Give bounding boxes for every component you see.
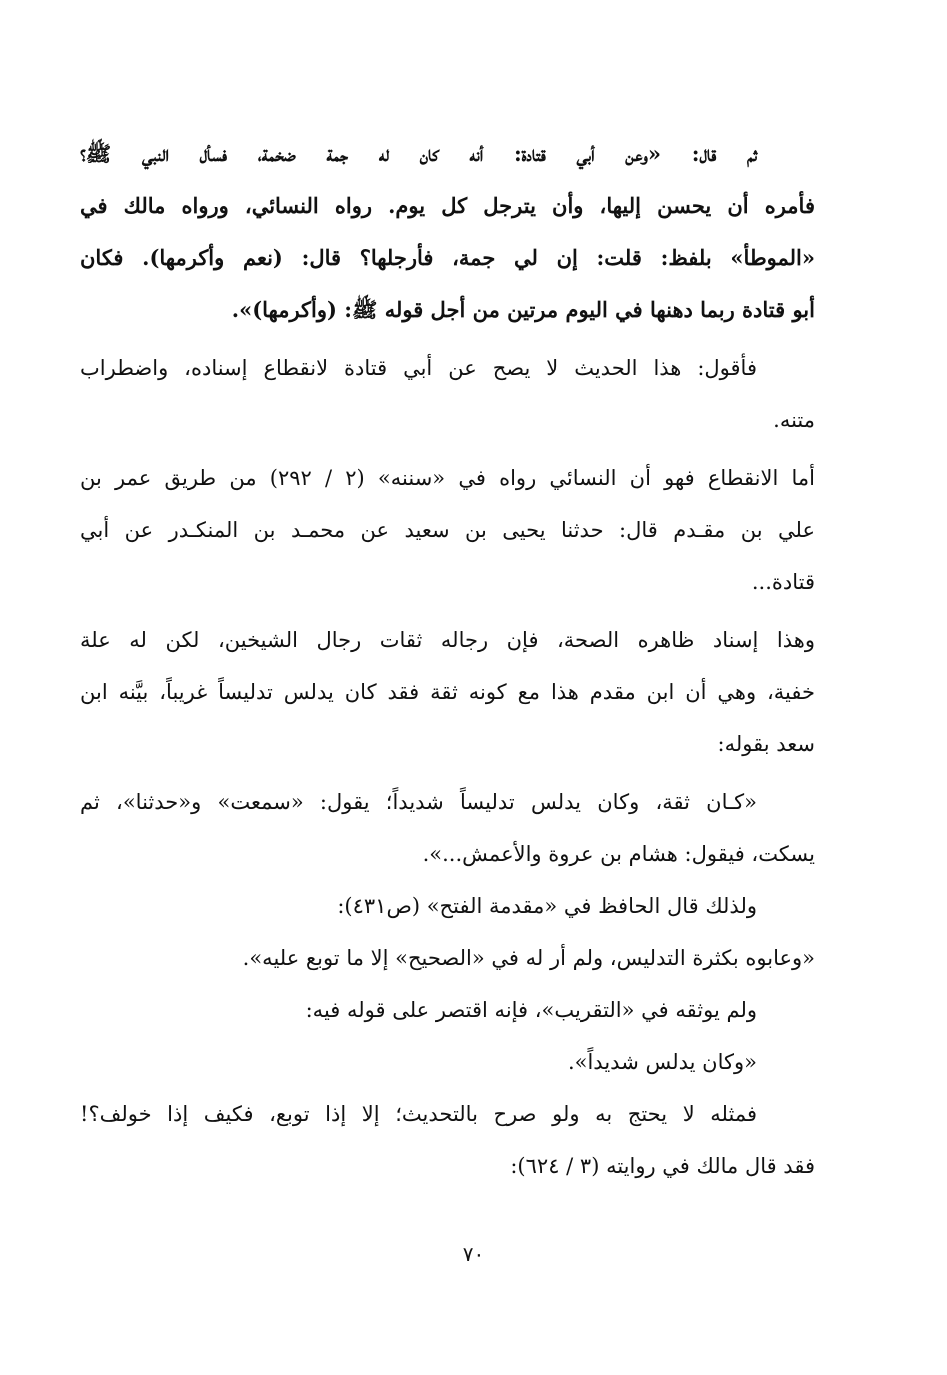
- paragraph-taqrib: [80, 984, 815, 1036]
- paragraph-inqita: [80, 452, 815, 608]
- paragraph-quote-abu-qatada: [80, 128, 815, 336]
- text-line: يسكت، فيقول: هشام بن عروة والأعمش...».: [422, 842, 815, 866]
- text-line: فقد قال مالك في روايته (٣ / ٦٢٤):: [510, 1154, 815, 1178]
- text-line: متنه.: [773, 408, 815, 432]
- text-line: ثم قال: «وعن أبي قتادة: أنه كان له جمة ضخمة، فسأل النبي ﷺ؟: [80, 141, 757, 166]
- paragraph-ibn-saad-quote: [80, 776, 815, 880]
- paragraph-verdict: [80, 342, 815, 446]
- text-line: قتادة...: [751, 570, 815, 594]
- text-line: «وكان يدلس شديداً».: [567, 1050, 757, 1074]
- text-line: خفية، وهي أن ابن مقدم هذا مع كونه ثقة فقد كان يدلس تدليساً غريباً، بيَّنه ابن: [80, 680, 815, 704]
- text-line: فمثله لا يحتج به ولو صرح بالتحديث؛ إلا إذا توبع، فكيف إذا خولف؟!: [80, 1102, 757, 1126]
- page-number: ٧٠: [462, 1242, 485, 1266]
- text-line: سعد بقوله:: [717, 732, 815, 756]
- text-line: أبو قتادة ربما دهنها في اليوم مرتين من أجل قوله ﷺ: (وأكرمها)».: [231, 297, 815, 322]
- text-line: ولم يوثقه في «التقريب»، فإنه اقتصر على قوله فيه:: [305, 998, 757, 1022]
- text-line: أما الانقطاع فهو أن النسائي رواه في «سننه» (٢ / ٢٩٢) من طريق عمر بن: [80, 466, 815, 490]
- text-line: وهذا إسناد ظاهره الصحة، فإن رجاله ثقات رجال الشيخين، لكن له علة: [80, 628, 815, 652]
- text-line: «كـان ثقة، وكان يدلس تدليساً شديداً؛ يقول: «سمعت» و«حدثنا»، ثم: [80, 790, 757, 814]
- text-line: فأقول: هذا الحديث لا يصح عن أبي قتادة لانقطاع إسناده، واضطراب: [80, 356, 757, 380]
- text-line: «وعابوه بكثرة التدليس، ولم أر له في «الصحيح» إلا ما توبع عليه».: [242, 946, 815, 970]
- text-line: ولذلك قال الحافظ في «مقدمة الفتح» (ص٤٣١):: [337, 894, 757, 918]
- text-line: «الموطأ» بلفظ: قلت: إن لي جمة، فأرجلها؟ قال: (نعم وأكرمها). فكان: [80, 245, 815, 270]
- page-body: [80, 128, 815, 1192]
- text-line: فأمره أن يحسن إليها، وأن يترجل كل يوم. رواه النسائي، ورواه مالك في: [80, 193, 815, 218]
- paragraph-fath-quote: [80, 932, 815, 984]
- paragraph-taqrib-quote: [80, 1036, 815, 1088]
- paragraph-isnad: [80, 614, 815, 770]
- paragraph-hafiz: [80, 880, 815, 932]
- text-line: علي بن مقـدم قال: حدثنا يحيى بن سعيد عن محمـد بن المنكـدر عن أبي: [80, 518, 815, 542]
- paragraph-conclusion: [80, 1088, 815, 1192]
